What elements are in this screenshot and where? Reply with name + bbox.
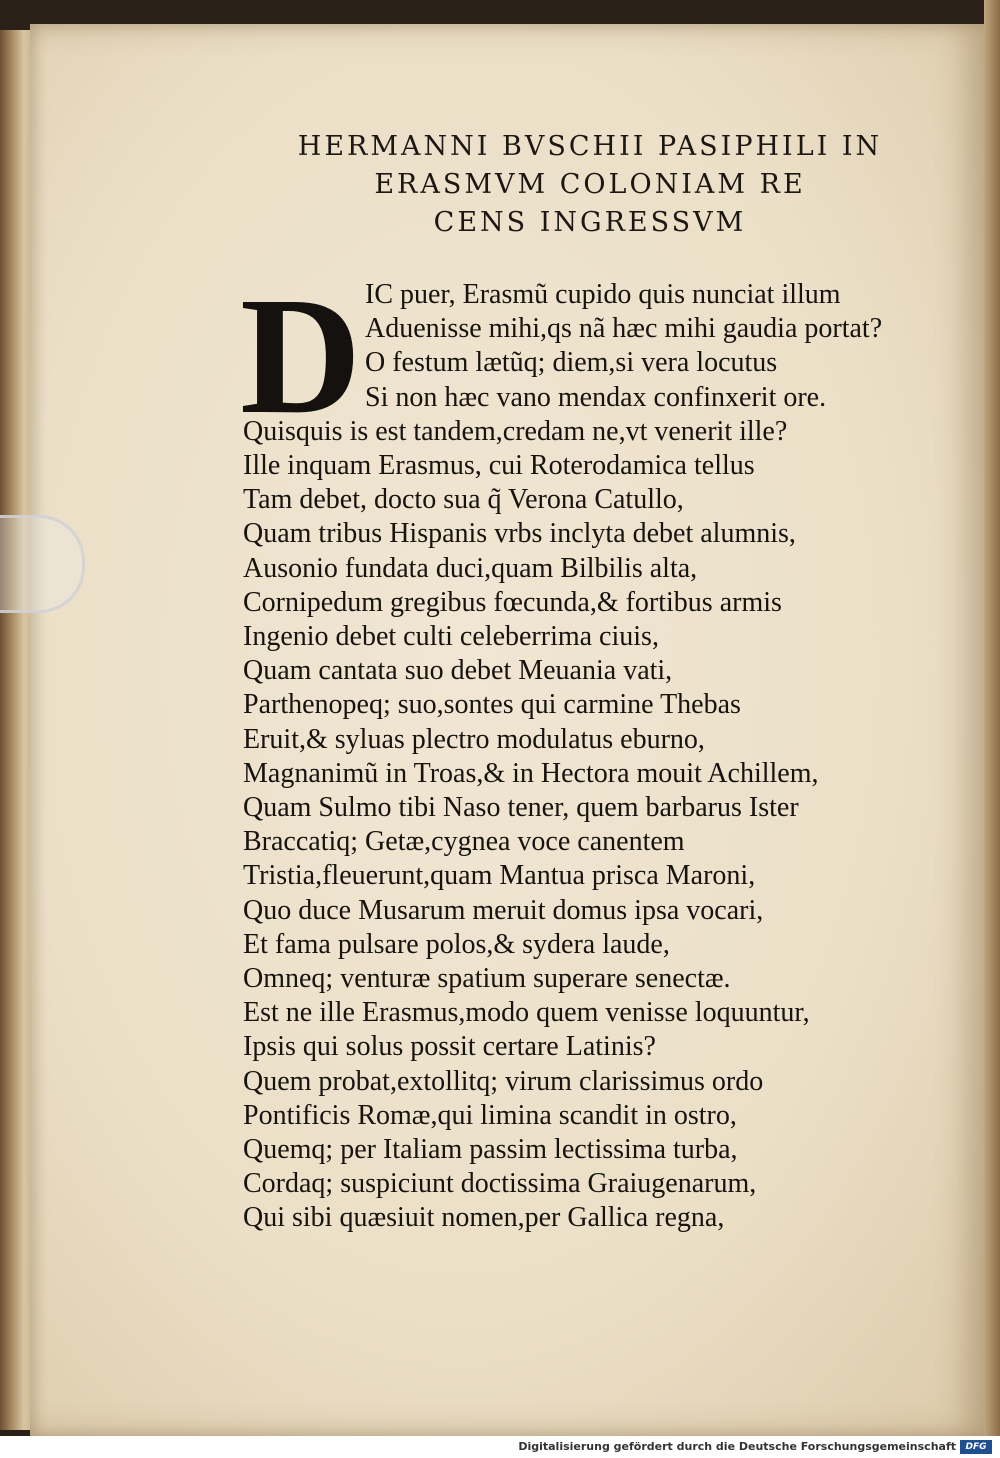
poem-line: Quam tribus Hispanis vrbs inclyta debet alumnis,	[243, 518, 796, 550]
poem-line: Magnanimũ in Troas,& in Hectora mouit Achillem,	[243, 757, 819, 789]
page-gutter-edge	[984, 0, 1000, 1458]
heading-line: ERASMVM COLONIAM RE	[374, 169, 806, 200]
poem-line: Pontificis Romæ,qui limina scandit in ostro,	[243, 1099, 737, 1131]
poem-line: Ille inquam Erasmus, cui Roterodamica tellus	[243, 450, 755, 482]
drop-cap-letter: D	[240, 263, 362, 449]
footer-credit: Digitalisierung gefördert durch die Deutsche Forschungsgemeinschaft	[518, 1440, 956, 1453]
poem-body	[243, 278, 963, 1236]
book-edge	[0, 30, 34, 1430]
dfg-logo-icon: DFG	[960, 1440, 992, 1454]
poem-line: Quem probat,extollitq; virum clarissimus ordo	[243, 1065, 764, 1097]
poem-line: IC puer, Erasmũ cupido quis nunciat illum	[365, 279, 841, 310]
poem-line: Est ne ille Erasmus,modo quem venisse loquuntur,	[243, 997, 810, 1029]
poem-line: Quam Sulmo tibi Naso tener, quem barbarus Ister	[243, 792, 799, 824]
poem-line: Ingenio debet culti celeberrima ciuis,	[243, 621, 659, 653]
poem-line: O festum lætũq; diem,si vera locutus	[365, 347, 778, 379]
poem-line: Parthenopeq; suo,sontes qui carmine Thebas	[243, 689, 741, 721]
poem-line: Eruit,& syluas plectro modulatus eburno,	[243, 723, 705, 755]
digitization-footer	[0, 1436, 1000, 1458]
poem-line: Cordaq; suspiciunt doctissima Graiugenarum,	[243, 1168, 757, 1200]
heading-line: CENS INGRESSVM	[433, 207, 747, 238]
poem-line: Aduenisse mihi,qs nã hæc mihi gaudia portat?	[365, 313, 883, 345]
poem-line: Omneq; venturæ spatium superare senectæ.	[243, 963, 731, 995]
poem-line: Ausonio fundata duci,quam Bilbilis alta,	[243, 552, 698, 584]
poem-line: Si non hæc vano mendax confinxerit ore.	[365, 381, 827, 413]
poem-line: Tam debet, docto sua q̃ Verona Catullo,	[243, 484, 684, 516]
poem-line: Quemq; per Italiam passim lectissima turba,	[243, 1134, 738, 1166]
poem-line: Tristia,fleuerunt,quam Mantua prisca Maroni,	[243, 860, 756, 892]
poem-line: Quo duce Musarum meruit domus ipsa vocari,	[243, 894, 764, 926]
page-clip-icon	[0, 515, 85, 613]
poem-line: Ipsis qui solus possit certare Latinis?	[243, 1031, 656, 1063]
poem-line: Et fama pulsare polos,& sydera laude,	[243, 928, 670, 960]
heading-line: HERMANNI BVSCHII PASIPHILI IN	[297, 131, 883, 162]
poem-line: Cornipedum gregibus fœcunda,& fortibus armis	[243, 586, 782, 618]
poem-line: Quam cantata suo debet Meuania vati,	[243, 655, 673, 687]
poem-heading	[250, 128, 930, 242]
poem-line: Quisquis is est tandem,credam ne,vt venerit ille?	[243, 415, 788, 447]
poem-line: Qui sibi quæsiuit nomen,per Gallica regna,	[243, 1202, 725, 1234]
poem-line: Braccatiq; Getæ,cygnea voce canentem	[243, 826, 685, 858]
